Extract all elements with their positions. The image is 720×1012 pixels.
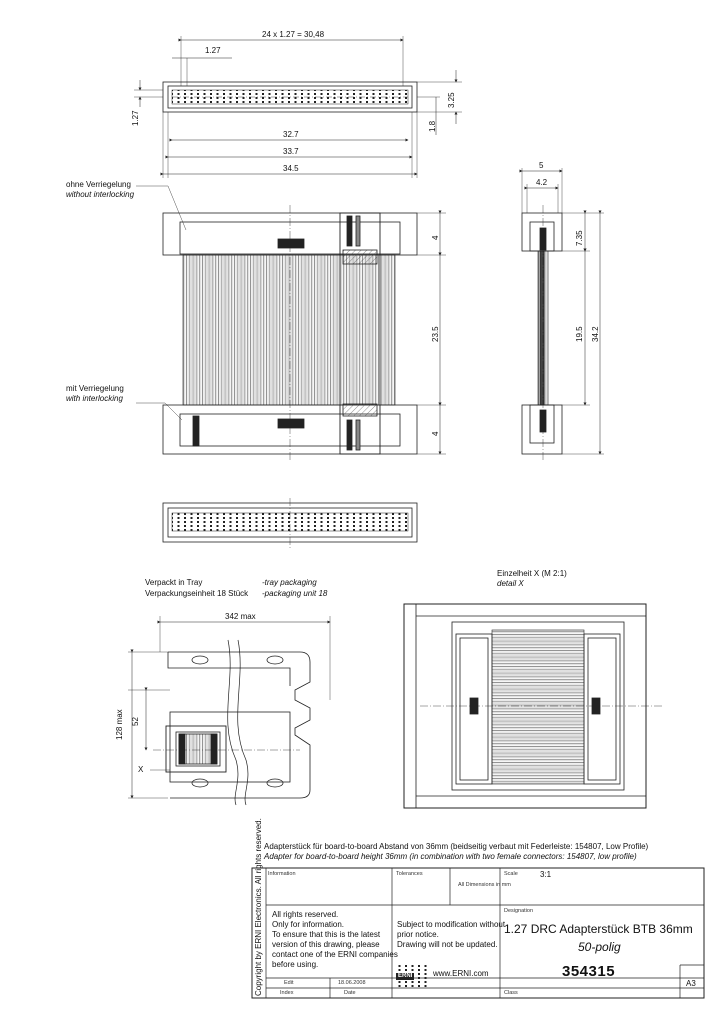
dim-width-2: 33.7 — [283, 147, 299, 156]
dim-width-1: 32.7 — [283, 130, 299, 139]
scale-value: 3:1 — [540, 870, 552, 879]
front-view — [136, 186, 446, 462]
detail-title-en: detail X — [497, 579, 524, 588]
subject-line-3: Drawing will not be updated. — [397, 940, 498, 949]
dim-side-5: 5 — [539, 161, 544, 170]
description-en: Adapter for board-to-board height 36mm (in combination with two female connectors: 154807, low profile) — [264, 852, 637, 861]
class-label: Class — [504, 990, 518, 996]
dim-side-4-2: 4.2 — [536, 178, 548, 187]
rights-line-2: Only for information. — [272, 920, 345, 929]
rights-line-6: before using. — [272, 960, 319, 969]
dim-side-19-5: 19.5 — [575, 326, 584, 342]
tray-line1-de: Verpackt in Tray — [145, 578, 203, 587]
detail-title-de: Einzelheit X (M 2:1) — [497, 569, 567, 578]
edit-date: 18.06.2008 — [338, 980, 366, 986]
part-number: 354315 — [562, 963, 616, 980]
dim-pitch-total: 24 x 1.27 = 30,48 — [262, 30, 325, 39]
variant: 50-polig — [578, 940, 621, 954]
dim-front-mid: 23.5 — [431, 326, 440, 342]
rights-line-3: To ensure that this is the latest — [272, 930, 381, 939]
dim-height: 3.25 — [447, 92, 456, 108]
tray-label-x: X — [138, 765, 144, 774]
scale-label: Scale — [504, 871, 518, 877]
top-view — [134, 36, 462, 178]
designation-label: Designation — [504, 908, 534, 914]
detail-view — [404, 604, 664, 808]
tray-dim-52: 52 — [131, 717, 140, 726]
index-label: Index — [280, 990, 294, 996]
description-de: Adapterstück für board-to-board Abstand von 36mm (beidseitig verbaut mit Federleiste: 154807, Low Profile) — [264, 842, 649, 851]
bottom-view — [163, 498, 417, 548]
subject-line-1: Subject to modification without — [397, 920, 506, 929]
dim-row-pitch: 1.27 — [131, 110, 140, 126]
rights-line-5: contact one of the ERNI companies — [272, 950, 398, 959]
label-without-interlocking-en: without interlocking — [66, 190, 135, 199]
label-without-interlocking-de: ohne Verriegelung — [66, 180, 131, 189]
side-view — [522, 168, 604, 462]
edit-value: Edit — [284, 980, 294, 986]
information-label: Information — [268, 871, 296, 877]
dim-body-height: 1.8 — [428, 120, 437, 132]
tolerances-label: Tolerances — [396, 871, 423, 877]
designation: 1.27 DRC Adapterstück BTB 36mm — [504, 922, 693, 936]
dim-pitch: 1.27 — [205, 46, 221, 55]
label-with-interlocking-en: with interlocking — [66, 394, 123, 403]
tray-line2-de: Verpackungseinheit 18 Stück — [145, 589, 249, 598]
tray-dim-height: 128 max — [115, 709, 124, 740]
tray-dim-width: 342 max — [225, 612, 256, 621]
dim-front-top: 4 — [431, 235, 440, 240]
erni-logo: ERNI — [398, 973, 413, 979]
tray-view — [128, 616, 330, 805]
tray-line2-en: -packaging unit 18 — [262, 589, 328, 598]
dim-front-bottom: 4 — [431, 431, 440, 436]
format-label: A3 — [686, 979, 696, 988]
dim-width-3: 34.5 — [283, 164, 299, 173]
rights-line-4: version of this drawing, please — [272, 940, 380, 949]
dim-side-7-35: 7.35 — [575, 230, 584, 246]
dimensions-label: All Dimensions in mm — [458, 882, 511, 888]
side-stamp: Copyright by ERNI Electronics. All rights reserved. — [254, 818, 263, 996]
website-link[interactable]: www.ERNI.com — [433, 969, 489, 978]
date-label: Date — [344, 990, 356, 996]
label-with-interlocking-de: mit Verriegelung — [66, 384, 124, 393]
rights-line-1: All rights reserved. — [272, 910, 339, 919]
dim-side-34-2: 34.2 — [591, 326, 600, 342]
tray-line1-en: -tray packaging — [262, 578, 317, 587]
subject-line-2: prior notice. — [397, 930, 439, 939]
